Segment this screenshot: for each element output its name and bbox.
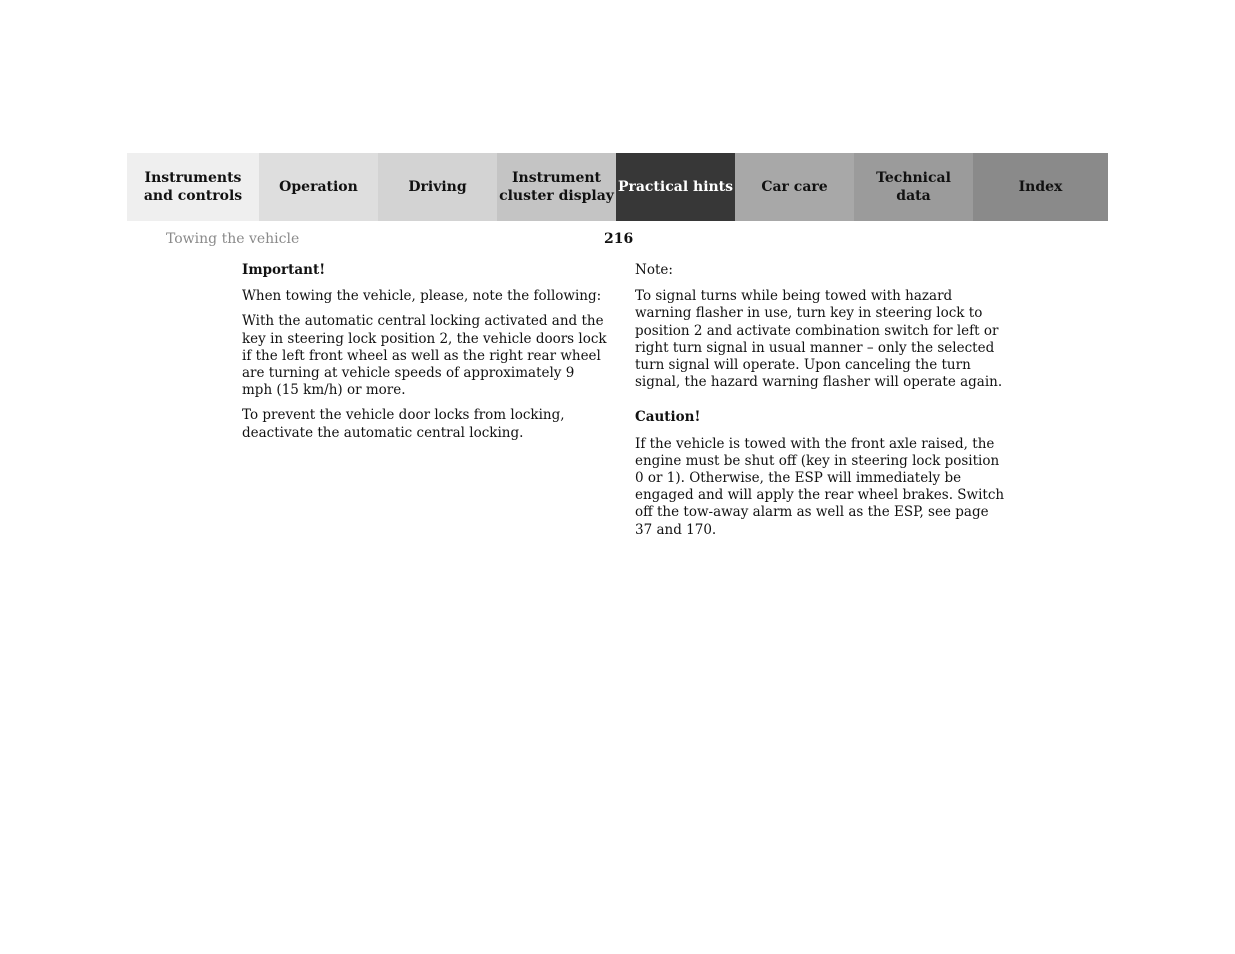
tab-instrument-cluster-display[interactable] xyxy=(497,153,616,221)
tab-technical-data[interactable] xyxy=(854,153,973,221)
tab-label: Technical data xyxy=(876,170,951,204)
left-column xyxy=(242,262,607,450)
note-label: Note: xyxy=(635,262,673,278)
right-column xyxy=(635,262,1010,547)
tab-label: Car care xyxy=(761,179,828,195)
tab-operation[interactable] xyxy=(259,153,378,221)
paragraph: With the automatic central locking activated and the key in steering lock position 2, the vehicle doors lock if the left front wheel as well as the right rear wheel are turning at vehicle speeds of approximately 9 mph (15 km/h) or more. xyxy=(242,313,607,399)
tab-index[interactable] xyxy=(973,153,1108,221)
caution-heading: Caution! xyxy=(635,409,701,426)
tab-driving[interactable] xyxy=(378,153,497,221)
running-head: Towing the vehicle xyxy=(166,231,300,247)
tab-practical-hints[interactable] xyxy=(616,153,735,221)
tab-instruments-and-controls[interactable] xyxy=(127,153,259,221)
section-tab-bar xyxy=(127,153,1108,221)
tab-label: Instrument cluster display xyxy=(499,170,614,204)
important-heading: Important! xyxy=(242,262,326,278)
tab-label: Practical hints xyxy=(617,179,734,195)
tab-car-care[interactable] xyxy=(735,153,854,221)
caution-text: If the vehicle is towed with the front axle raised, the engine must be shut off (key in steering lock position 0 or 1). Otherwise, the ESP will immediately be engaged and will apply the rear wheel brakes. Switch off the tow-away alarm as well as the ESP, see page 37 and 170. xyxy=(635,435,1005,538)
note-text: To signal turns while being towed with hazard warning flasher in use, turn key in steering lock to position 2 and activate combination switch for left or right turn signal in usual manner – only the selected turn signal will operate. Upon canceling the turn signal, the hazard warning flasher will operate again. xyxy=(635,288,1003,391)
tab-label: Driving xyxy=(408,179,467,195)
paragraph: When towing the vehicle, please, note the following: xyxy=(242,288,602,305)
tab-label: Index xyxy=(1018,179,1063,195)
tab-label: Operation xyxy=(279,179,358,195)
page-number: 216 xyxy=(604,231,634,247)
paragraph: To prevent the vehicle door locks from locking, deactivate the automatic central locking. xyxy=(242,407,565,441)
tab-label: Instruments and controls xyxy=(143,170,243,204)
